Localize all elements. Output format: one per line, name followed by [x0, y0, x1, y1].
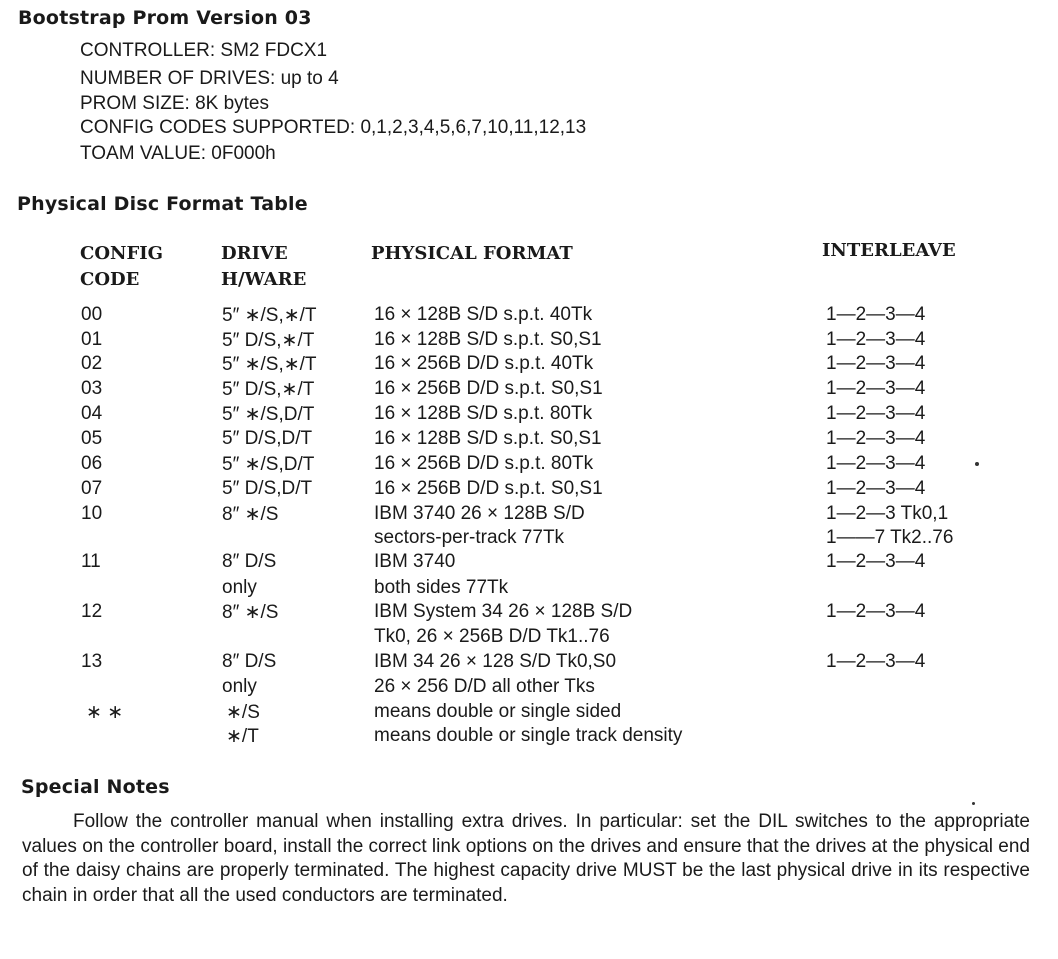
- cell-drive: 8″ ∗/S: [222, 602, 279, 623]
- cell-drive: 8″ D/S: [222, 551, 277, 572]
- cell-interleave: 1—2—3—4: [826, 651, 926, 672]
- header-drive-line: DRIVE: [221, 243, 288, 264]
- cell-drive: 5″ ∗/S,∗/T: [222, 305, 317, 326]
- header-hware-line: H/WARE: [221, 269, 307, 290]
- cell-format: 26 × 256 D/D all other Tks: [374, 676, 595, 697]
- cell-interleave: 1—2—3—4: [826, 601, 926, 622]
- cell-interleave: 1—2—3—4: [826, 378, 926, 399]
- cell-drive: 5″ ∗/S,∗/T: [222, 354, 317, 375]
- cell-interleave: 1—2—3—4: [826, 478, 926, 499]
- cell-code: 01: [81, 329, 103, 350]
- cell-format: IBM 34 26 × 128 S/D Tk0,S0: [374, 651, 617, 672]
- cell-format: 16 × 128B S/D s.p.t. S0,S1: [374, 329, 602, 350]
- cell-interleave: 1——7 Tk2..76: [826, 527, 954, 548]
- cell-format: Tk0, 26 × 256B D/D Tk1..76: [374, 626, 610, 647]
- cell-drive: only: [222, 676, 257, 697]
- cell-drive: 5″ D/S,D/T: [222, 428, 313, 449]
- cell-code: 11: [81, 551, 101, 572]
- cell-code: 12: [81, 601, 103, 622]
- cell-interleave: 1—2—3—4: [826, 304, 926, 325]
- cell-format: 16 × 256B D/D s.p.t. S0,S1: [374, 378, 603, 399]
- info-config-codes: CONFIG CODES SUPPORTED: 0,1,2,3,4,5,6,7,10,11,12,13: [80, 117, 587, 138]
- cell-code: 05: [81, 428, 103, 449]
- cell-format: means double or single sided: [374, 701, 622, 722]
- cell-drive: 8″ ∗/S: [222, 504, 279, 525]
- cell-format: IBM 3740: [374, 551, 456, 572]
- header-config-code: [80, 241, 163, 293]
- cell-drive: ∗/S: [226, 702, 260, 723]
- info-prom-size: PROM SIZE: 8K bytes: [80, 93, 269, 114]
- cell-format: 16 × 256B D/D s.p.t. 40Tk: [374, 353, 594, 374]
- cell-format: sectors-per-track 77Tk: [374, 527, 565, 548]
- cell-drive: 5″ D/S,∗/T: [222, 379, 315, 400]
- cell-format: IBM System 34 26 × 128B S/D: [374, 601, 633, 622]
- notes-paragraph: Follow the controller manual when installing extra drives. In particular: set the DIL switches to the appropriate values on the controller board, install the correct link options on the drives and ensure that the drives at the physical end of the daisy chains are properly terminated. The highest capacity drive MUST be the last physical drive in its respective chain in order that all the used conductors are terminated.: [22, 811, 1030, 906]
- prom-title: Bootstrap Prom Version 03: [18, 7, 312, 29]
- cell-format: IBM 3740 26 × 128B S/D: [374, 503, 585, 524]
- cell-drive: 5″ D/S,D/T: [222, 478, 313, 499]
- cell-code: 10: [81, 503, 103, 524]
- cell-interleave: 1—2—3—4: [826, 329, 926, 350]
- scan-speck: [972, 802, 975, 805]
- cell-interleave: 1—2—3 Tk0,1: [826, 503, 949, 524]
- info-number-of-drives: NUMBER OF DRIVES: up to 4: [80, 68, 339, 89]
- cell-format: means double or single track density: [374, 725, 683, 746]
- info-toam-value: TOAM VALUE: 0F000h: [80, 143, 276, 164]
- cell-drive: 8″ D/S: [222, 651, 277, 672]
- cell-drive: ∗/T: [226, 726, 259, 747]
- cell-drive: only: [222, 577, 257, 598]
- cell-code: 07: [81, 478, 103, 499]
- cell-format: 16 × 256B D/D s.p.t. S0,S1: [374, 478, 603, 499]
- header-code-line: CODE: [80, 269, 140, 290]
- cell-drive: 5″ ∗/S,D/T: [222, 404, 315, 425]
- cell-interleave: 1—2—3—4: [826, 551, 926, 572]
- cell-code: 06: [81, 453, 103, 474]
- table-title: Physical Disc Format Table: [17, 193, 308, 215]
- notes-title: Special Notes: [21, 776, 170, 798]
- cell-code: 13: [81, 651, 103, 672]
- scan-speck: [975, 462, 979, 466]
- header-config-line: CONFIG: [80, 243, 164, 264]
- cell-interleave: 1—2—3—4: [826, 403, 926, 424]
- cell-format: 16 × 256B D/D s.p.t. 80Tk: [374, 453, 594, 474]
- header-interleave: INTERLEAVE: [822, 240, 956, 261]
- cell-code: 00: [81, 304, 103, 325]
- cell-code: 04: [81, 403, 103, 424]
- cell-code: 03: [81, 378, 103, 399]
- cell-interleave: 1—2—3—4: [826, 428, 926, 449]
- cell-format: both sides 77Tk: [374, 577, 509, 598]
- cell-drive: 5″ ∗/S,D/T: [222, 454, 315, 475]
- cell-format: 16 × 128B S/D s.p.t. 40Tk: [374, 304, 593, 325]
- header-drive-hware: [221, 241, 306, 293]
- cell-format: 16 × 128B S/D s.p.t. S0,S1: [374, 428, 602, 449]
- cell-interleave: 1—2—3—4: [826, 453, 926, 474]
- info-controller: CONTROLLER: SM2 FDCX1: [80, 40, 328, 61]
- cell-interleave: 1—2—3—4: [826, 353, 926, 374]
- cell-code: ∗ ∗: [86, 702, 124, 723]
- cell-format: 16 × 128B S/D s.p.t. 80Tk: [374, 403, 593, 424]
- cell-code: 02: [81, 353, 103, 374]
- cell-drive: 5″ D/S,∗/T: [222, 330, 315, 351]
- header-physical-format: PHYSICAL FORMAT: [371, 243, 573, 264]
